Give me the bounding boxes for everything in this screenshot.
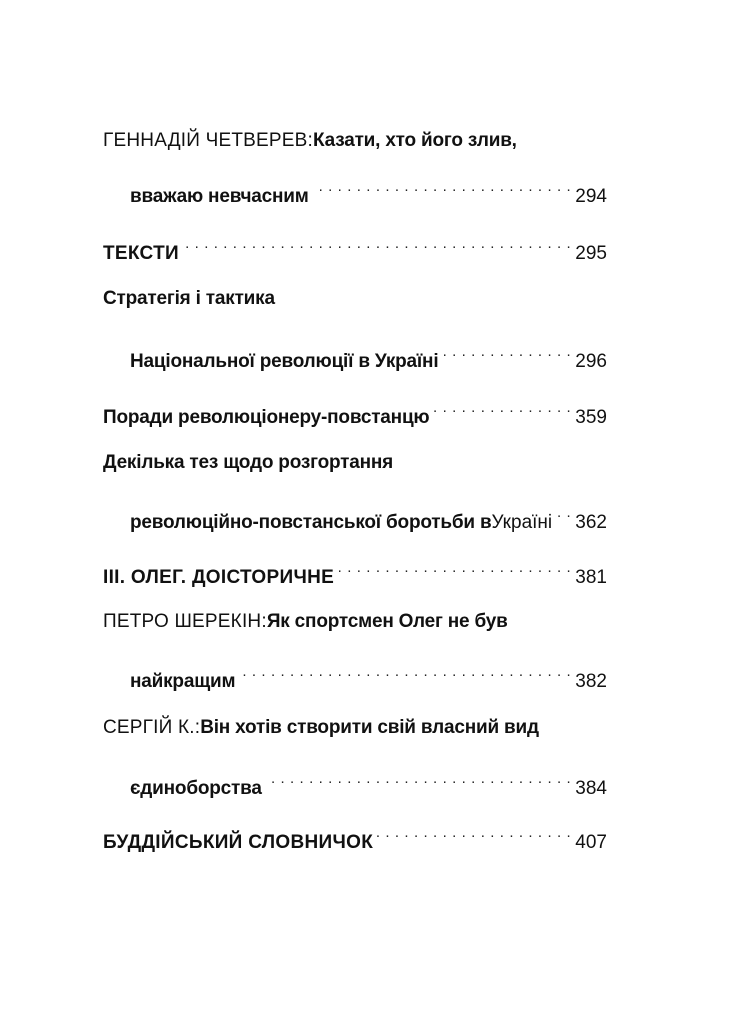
toc-title: Стратегія і тактика: [103, 288, 275, 309]
toc-author: СЕРГІЙ К.:: [103, 717, 201, 738]
toc-title-continuation: вважаю невчасним: [130, 186, 309, 207]
toc-author: ПЕТРО ШЕРЕКІН:: [103, 611, 267, 632]
toc-page-number: 294: [575, 186, 607, 207]
toc-entry-stratehiia-line1: [103, 284, 607, 314]
toc-entry-teksty[interactable]: [103, 229, 607, 264]
toc-page-number: 384: [575, 778, 607, 799]
dot-leader: [338, 553, 571, 583]
toc-page-number: 382: [575, 671, 607, 692]
dot-leader: [556, 498, 571, 528]
toc-title: ТЕКСТИ: [103, 243, 179, 264]
toc-page-number: 295: [575, 243, 607, 264]
toc-entry-sherekin-line2[interactable]: [130, 657, 607, 692]
toc-entry-stratehiia-line2[interactable]: [130, 337, 607, 372]
toc-title: ІІІ. ОЛЕГ. ДОІСТОРИЧНЕ: [103, 567, 335, 588]
toc-title: БУДДІЙСЬКИЙ СЛОВНИЧОК: [103, 832, 374, 853]
dot-leader: [266, 764, 572, 794]
toc-title: Поради революціонеру-повстанцю: [103, 407, 430, 428]
toc-entry-sherekin-line1: [103, 607, 607, 637]
toc-entry-serhii-line2[interactable]: [130, 764, 607, 799]
toc-entry-serhii-line1: [103, 713, 607, 743]
toc-title-continuation: революційно-повстанської боротьби в: [130, 512, 492, 533]
toc-title: Він хотів створити свій власний вид: [200, 717, 539, 738]
toc-title-continuation: Національної революції в Україні: [130, 351, 439, 372]
toc-entry-dekilka-line1: [103, 448, 607, 478]
toc-title-continuation: найкращим: [130, 671, 236, 692]
dot-leader: [313, 172, 572, 202]
dot-leader: [442, 337, 571, 367]
toc-title: Декілька тез щодо розгортання: [103, 452, 394, 473]
toc-author: ГЕННАДІЙ ЧЕТВЕРЕВ:: [103, 130, 313, 151]
toc-entry-chetverev-line1: [103, 126, 607, 156]
dot-leader: [433, 393, 571, 423]
toc-page-number: 407: [575, 832, 607, 853]
dot-leader: [183, 229, 571, 259]
toc-entry-oleh-doistorychne[interactable]: [103, 553, 607, 588]
dot-leader: [239, 657, 571, 687]
toc-title: Казати, хто його злив,: [312, 130, 517, 151]
toc-entry-porady[interactable]: [103, 393, 607, 428]
toc-entry-slovnychok[interactable]: [103, 818, 607, 853]
dot-leader: [377, 818, 571, 848]
toc-title-continuation-plain: Україні: [491, 512, 553, 533]
toc-title-continuation: єдиноборства: [130, 778, 262, 799]
toc-page-number: 359: [575, 407, 607, 428]
toc-page-number: 381: [575, 567, 607, 588]
toc-entry-chetverev-line2[interactable]: [130, 172, 607, 207]
toc-title: Як спортсмен Олег не був: [266, 611, 508, 632]
toc-entry-dekilka-line2[interactable]: [130, 498, 607, 533]
toc-page-number: 296: [575, 351, 607, 372]
table-of-contents: [103, 0, 607, 1024]
toc-page-number: 362: [575, 512, 607, 533]
